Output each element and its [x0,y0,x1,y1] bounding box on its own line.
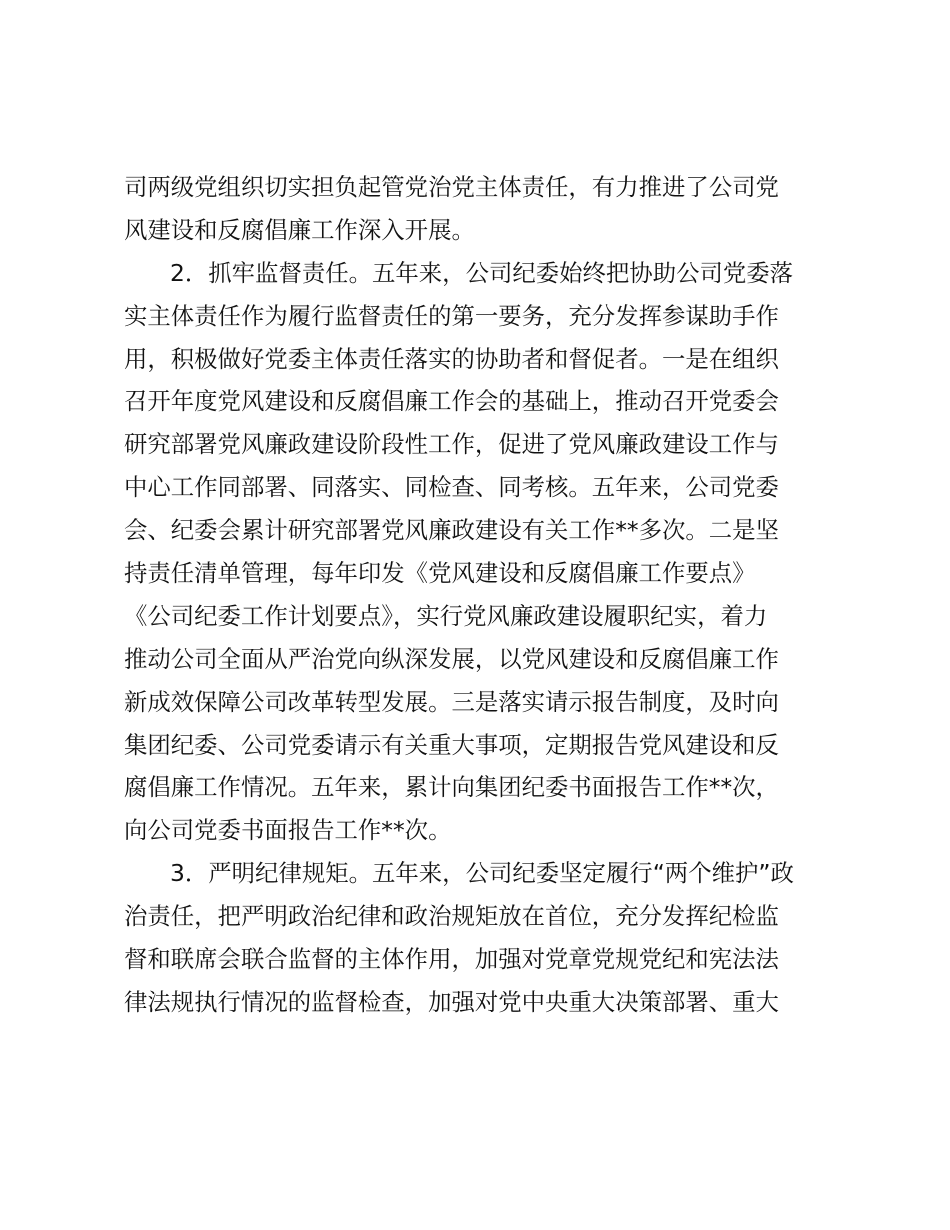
text-line: 用，积极做好党委主体责任落实的协助者和督促者。一是在组织 [124,344,779,373]
text-line: 风建设和反腐倡廉工作深入开展。 [124,215,475,244]
text-line: 集团纪委、公司党委请示有关重大事项，定期报告党风建设和反 [124,730,779,759]
text-line: 会、纪委会累计研究部署党风廉政建设有关工作**多次。二是坚 [124,516,779,545]
text-line: 实主体责任作为履行监督责任的第一要务，充分发挥参谋助手作 [124,301,779,330]
text-line: 治责任，把严明政治纪律和政治规矩放在首位，充分发挥纪检监 [124,902,779,931]
text-line: 向公司党委书面报告工作**次。 [124,816,452,845]
text-line: 推动公司全面从严治党向纵深发展，以党风建设和反腐倡廉工作 [124,644,779,673]
paragraph-start-line: 2．抓牢监督责任。五年来，公司纪委始终把协助公司党委落 [170,258,794,287]
text-line: 腐倡廉工作情况。五年来，累计向集团纪委书面报告工作**次， [124,773,779,802]
text-line: 召开年度党风建设和反腐倡廉工作会的基础上，推动召开党委会 [124,387,779,416]
paragraph-start-line: 3．严明纪律规矩。五年来，公司纪委坚定履行“两个维护”政 [170,859,794,888]
text-line: 新成效保障公司改革转型发展。三是落实请示报告制度，及时向 [124,687,779,716]
text-line: 司两级党组织切实担负起管党治党主体责任，有力推进了公司党 [124,173,779,201]
text-line: 《公司纪委工作计划要点》，实行党风廉政建设履职纪实，着力 [124,601,768,630]
body-text [124,166,840,1024]
text-line: 研究部署党风廉政建设阶段性工作，促进了党风廉政建设工作与 [124,430,779,459]
text-line: 律法规执行情况的监督检查，加强对党中央重大决策部署、重大 [124,987,779,1016]
text-line: 持责任清单管理，每年印发《党风建设和反腐倡廉工作要点》 [124,559,756,588]
text-line: 中心工作同部署、同落实、同检查、同考核。五年来，公司党委 [124,473,779,502]
text-line: 督和联席会联合监督的主体作用，加强对党章党规党纪和宪法法 [124,945,779,974]
